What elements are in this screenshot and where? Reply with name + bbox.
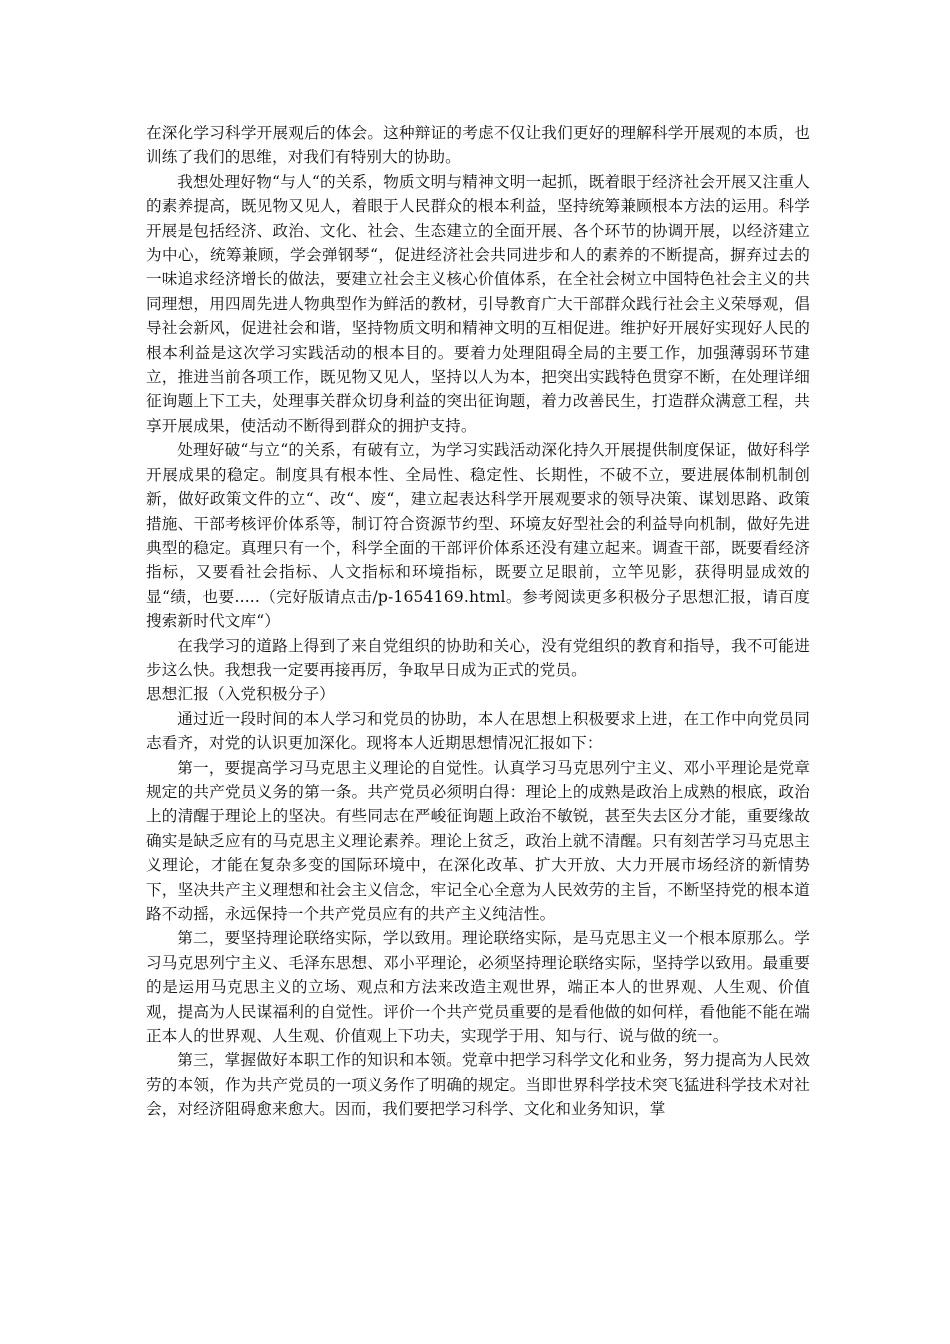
paragraph: 第二，要坚持理论联络实际，学以致用。理论联络实际，是马克思主义一个根本原那么。学习马克思列宁主义、毛泽东思想、邓小平理论，必须坚持理论联络实际，坚持学以致用。最重要的是运用马克思主义的立场、观点和方法来改造主观世界，端正本人的世界观、人生观、价值观，提高为人民谋福利的自觉性。评价一个共产党员重要的是看他做的如何样，看他能不能在端正本人的世界观、人生观、价值观上下功夫，实现学于用、知与行、说与做的统一。 <box>146 929 810 1046</box>
document-page <box>146 121 810 1122</box>
paragraph: 通过近一段时间的本人学习和党员的协助，本人在思想上积极要求上进，在工作中向党员同志看齐，对党的认识更加深化。现将本人近期思想情况汇报如下： <box>146 709 810 753</box>
paragraph: 我想处理好物“与人“的关系，物质文明与精神文明一起抓，既着眼于经济社会开展又注重人的素养提高，既见物又见人，着眼于人民群众的根本利益，坚持统筹兼顾根本方法的运用。科学开展是包括经济、政治、文化、社会、生态建立的全面开展、各个环节的协调开展，以经济建立为中心，统筹兼顾，学会弹钢琴“，促进经济社会共同进步和人的素养的不断提高，摒弃过去的一味追求经济增长的做法，要建立社会主义核心价值体系，在全社会树立中国特色社会主义的共同理想，用四周先进人物典型作为鲜活的教材，引导教育广大干部群众践行社会主义荣辱观，倡导社会新风，促进社会和谐，坚持物质文明和精神文明的互相促进。维护好开展好实现好人民的根本利益是这次学习实践活动的根本目的。要着力处理阻碍全局的主要工作，加强薄弱环节建立，推进当前各项工作，既见物又见人，坚持以人为本，把突出实践特色贯穿不断，在处理详细征询题上下工夫，处理事关群众切身利益的突出征询题，着力改善民生，打造群众满意工程，共享开展成果，使活动不断得到群众的拥护支持。 <box>146 172 810 435</box>
paragraph: 第一，要提高学习马克思主义理论的自觉性。认真学习马克思列宁主义、邓小平理论是党章规定的共产党员义务的第一条。共产党员必须明白得：理论上的成熟是政治上成熟的根底，政治上的清醒于理论上的坚决。有些同志在严峻征询题上政治不敏锐，甚至失去区分才能，重要缘故确实是缺乏应有的马克思主义理论素养。理论上贫乏，政治上就不清醒。只有刻苦学习马克思主义理论，才能在复杂多变的国际环境中，在深化改革、扩大开放、大力开展市场经济的新情势下，坚决共产主义理想和社会主义信念，牢记全心全意为人民效劳的主旨，不断坚持党的根本道路不动摇，永远保持一个共产党员应有的共产主义纯洁性。 <box>146 758 810 923</box>
paragraph: 在深化学习科学开展观后的体会。这种辩证的考虑不仅让我们更好的理解科学开展观的本质，也训练了我们的思维，对我们有特别大的协助。 <box>146 124 810 167</box>
paragraph: 在我学习的道路上得到了来自党组织的协助和关心，没有党组织的教育和指导，我不可能进步这么快。我想我一定要再接再厉，争取早日成为正式的党员。 <box>146 636 810 679</box>
paragraph: 处理好破“与立“的关系，有破有立，为学习实践活动深化持久开展提供制度保证，做好科学开展成果的稳定。制度具有根本性、全局性、稳定性、长期性，不破不立，要进展体制机制创新，做好政策文件的立“、改“、废“，建立起表达科学开展观要求的领导决策、谋划思路、政策措施、干部考核评价体系等，制订符合资源节约型、环境友好型社会的利益导向机制，做好先进典型的稳定。真理只有一个，科学全面的干部评价体系还没有建立起来。调查干部，既要看经济指标，又要看社会指标、人文指标和环境指标，既要立足眼前，立竿见影，获得明显成效的显“绩，也要.....（完好版请点击/p-1654169.html。参考阅读更多积极分子思想汇报，请百度搜索新时代文库“） <box>146 441 810 631</box>
paragraph: 第三，掌握做好本职工作的知识和本领。党章中把学习科学文化和业务，努力提高为人民效劳的本领，作为共产党员的一项义务作了明确的规定。当即世界科学技术突飞猛进科学技术对社会，对经济阻碍愈来愈大。因而，我们要把学习科学、文化和业务知识，掌 <box>146 1051 810 1119</box>
section-heading: 思想汇报（入党积极分子） <box>146 685 335 704</box>
